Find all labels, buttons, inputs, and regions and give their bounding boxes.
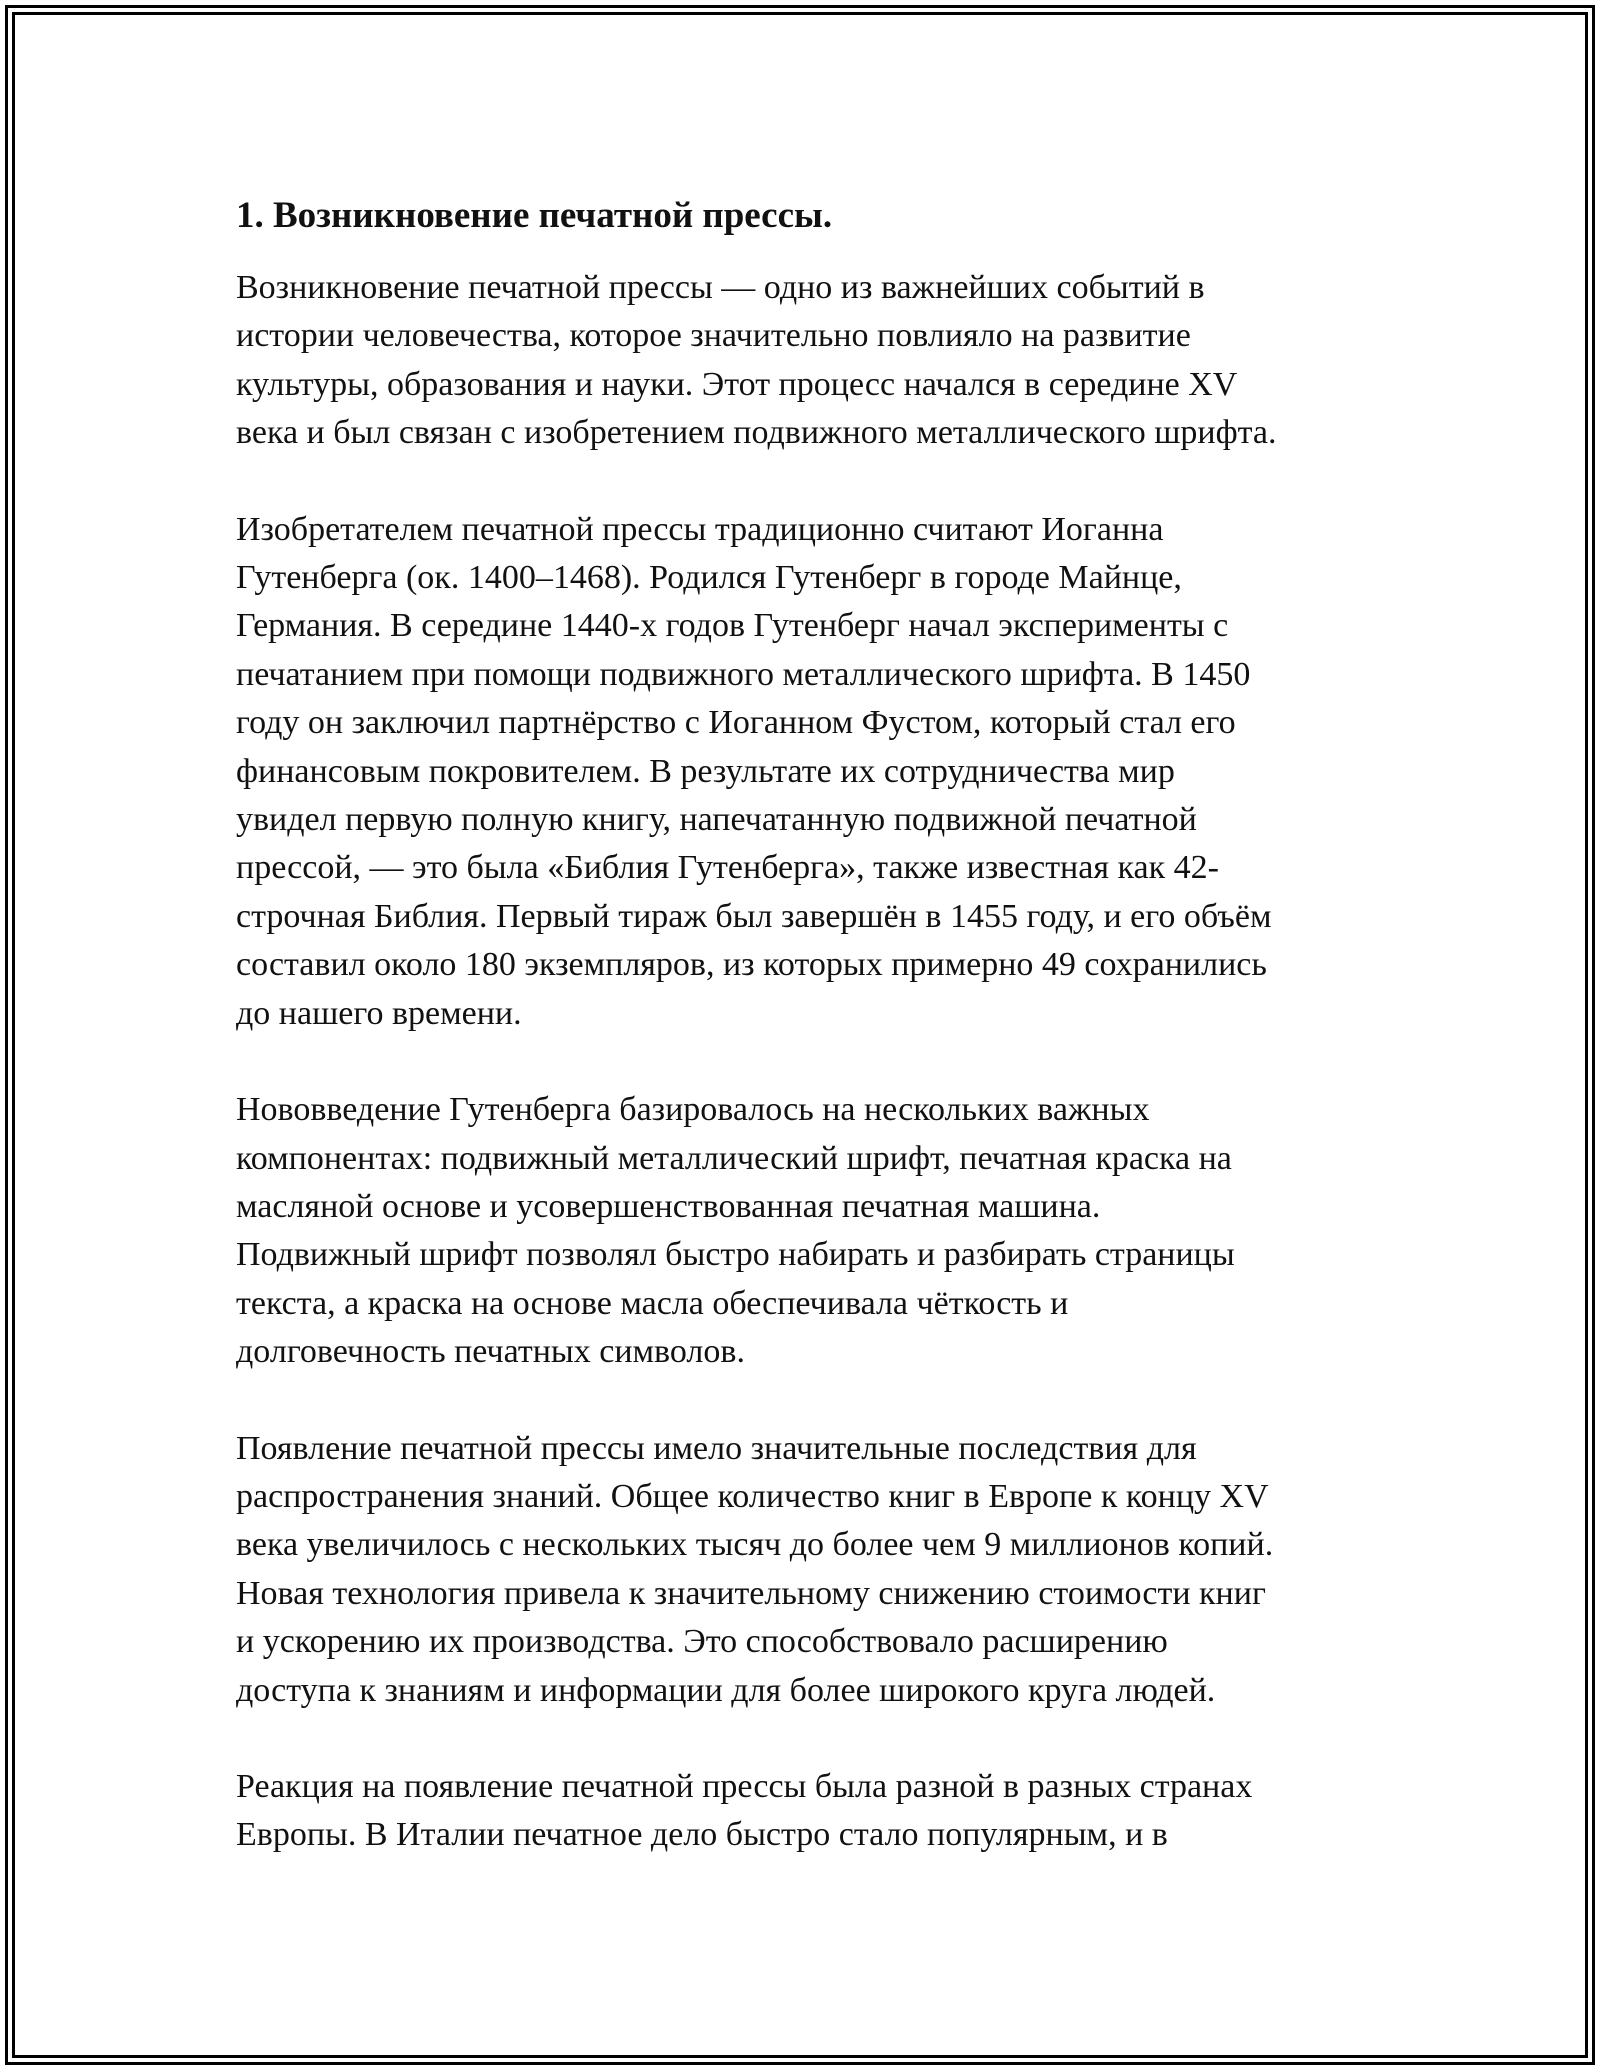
paragraph-line: строчная Библия. Первый тираж был завершён в 1455 году, и его объём <box>236 897 1272 935</box>
paragraph-line: распространения знаний. Общее количество книг в Европе к концу XV <box>236 1477 1269 1515</box>
paragraph-line: прессой, — это была «Библия Гутенберга», также известная как 42- <box>236 849 1219 887</box>
paragraph-line: Возникновение печатной прессы — одно из важнейших событий в <box>236 269 1205 306</box>
paragraph-line: году он заключил партнёрство с Иоганном Фустом, который стал его <box>236 704 1236 742</box>
paragraph-line: до нашего времени. <box>236 994 522 1032</box>
document-body <box>236 180 1376 1908</box>
paragraph-line: Нововведение Гутенберга базировалось на нескольких важных <box>236 1091 1150 1129</box>
paragraph-2 <box>236 506 1376 1038</box>
paragraph-line: текста, а краска на основе масла обеспечивала чёткость и <box>236 1284 1069 1322</box>
paragraph-line: Появление печатной прессы имело значительные последствия для <box>236 1429 1197 1467</box>
paragraph-line: культуры, образования и науки. Этот процесс начался в середине XV <box>236 365 1238 403</box>
paragraph-4 <box>236 1425 1376 1715</box>
paragraph-5 <box>236 1763 1376 1860</box>
paragraph-line: Реакция на появление печатной прессы была разной в разных странах <box>236 1767 1253 1805</box>
paragraph-line: составил около 180 экземпляров, из которых примерно 49 сохранились <box>236 946 1267 984</box>
paragraph-line: компонентах: подвижный металлический шрифт, печатная краска на <box>236 1139 1232 1177</box>
paragraph-line: Новая технология привела к значительному снижению стоимости книг <box>236 1574 1266 1612</box>
paragraph-line: долговечность печатных символов. <box>236 1333 745 1371</box>
paragraph-line: века и был связан с изобретением подвижного металлического шрифта. <box>236 414 1277 452</box>
paragraph-line: печатанием при помощи подвижного металлического шрифта. В 1450 <box>236 655 1251 693</box>
paragraph-line: века увеличилось с нескольких тысяч до более чем 9 миллионов копий. <box>236 1526 1274 1564</box>
paragraph-1 <box>236 264 1376 458</box>
section-heading: 1. Возникновение печатной прессы. <box>236 195 833 236</box>
paragraph-line: доступа к знаниям и информации для более широкого круга людей. <box>236 1671 1216 1709</box>
paragraph-line: масляной основе и усовершенствованная печатная машина. <box>236 1187 1101 1225</box>
paragraph-line: увидел первую полную книгу, напечатанную подвижной печатной <box>236 801 1197 839</box>
paragraph-line: и ускорению их производства. Это способствовало расширению <box>236 1623 1168 1661</box>
paragraph-line: Изобретателем печатной прессы традиционно считают Иоганна <box>236 510 1164 548</box>
paragraph-line: Германия. В середине 1440-х годов Гутенберг начал эксперименты с <box>236 607 1229 645</box>
paragraph-line: Гутенберга (ок. 1400–1468). Родился Гутенберг в городе Майнце, <box>236 559 1182 597</box>
paragraph-line: финансовым покровителем. В результате их сотрудничества мир <box>236 752 1175 790</box>
paragraph-3 <box>236 1086 1376 1376</box>
paragraph-line: истории человечества, которое значительно повлияло на развитие <box>236 317 1191 355</box>
paragraph-line: Подвижный шрифт позволял быстро набирать и разбирать страницы <box>236 1236 1235 1274</box>
paragraph-line: Европы. В Италии печатное дело быстро стало популярным, и в <box>236 1816 1168 1854</box>
